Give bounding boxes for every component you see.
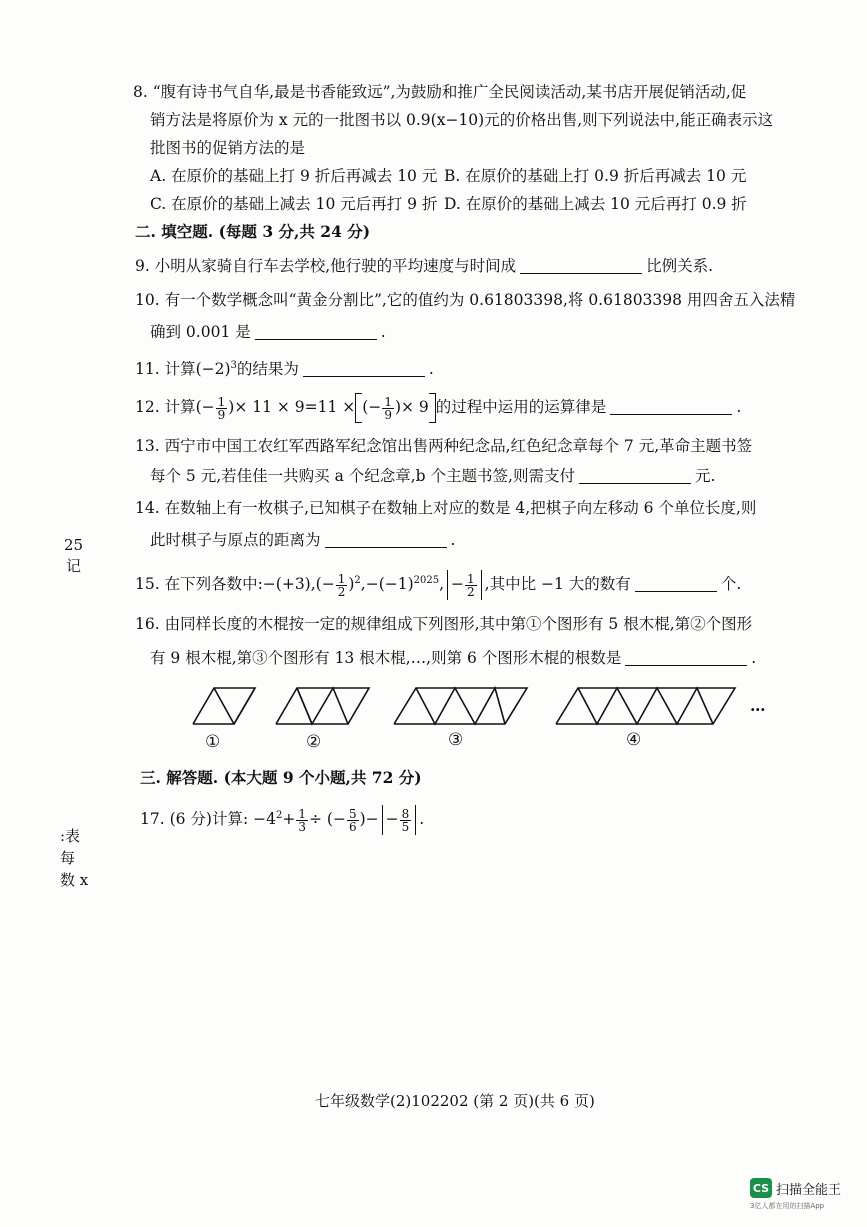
q17-abs-left <box>382 805 383 835</box>
figure-ellipsis: … <box>750 696 766 715</box>
logo-text: 扫描全能王 <box>776 1182 842 1198</box>
q17-fraction-3: $\frac{8}{5}$ <box>401 806 410 834</box>
q15-fraction-2: $\frac{1}{2}$ <box>467 571 475 599</box>
section-2-heading: 二. 填空题. (每题 3 分,共 24 分) <box>135 222 371 241</box>
q17-text: 17. (6 分)计算: −4 <box>140 810 276 829</box>
side-fragment-1: 25 <box>64 536 84 554</box>
q17-minus: − <box>385 810 399 829</box>
q10-text-end: . <box>380 323 386 341</box>
stick-figure-3 <box>394 688 527 724</box>
figure-label-3: ③ <box>448 730 464 750</box>
side-fragment-3: :表 <box>60 827 81 845</box>
scanner-logo <box>750 1178 841 1198</box>
q8-line2: 销方法是将原价为 x 元的一批图书以 0.9(x−10)元的价格出售,则下列说法中,能正确表示这 <box>150 111 774 129</box>
section-3-heading: 三. 解答题. (本大题 9 个小题,共 72 分) <box>140 768 422 787</box>
logo-subtitle: 3亿人都在用的扫描App <box>750 1202 825 1210</box>
q12-text-mid3: )× 9 <box>394 398 429 416</box>
q16-line1: 16. 由同样长度的木棍按一定的规律组成下列图形,其中第①个图形有 5 根木棍,第②个图形 <box>135 615 753 633</box>
q15-text-mid: ,−(−1) <box>360 575 414 594</box>
figure-label-1: ① <box>205 732 221 752</box>
q8-option-b: B. 在原价的基础上打 0.9 折后再减去 10 元 <box>444 167 747 185</box>
q17-div: ÷ (− <box>308 810 346 829</box>
q15-exponent-2: 2025 <box>413 575 440 586</box>
q11-exponent: 3 <box>230 360 237 371</box>
q15-minus: − <box>451 575 465 594</box>
q12-fraction-2: $\frac{1}{9}$ <box>384 394 392 422</box>
q8-option-a: A. 在原价的基础上打 9 折后再减去 10 元 <box>150 167 438 185</box>
q12-text-mid1: )× 11 × 9=11 × <box>228 398 356 416</box>
side-fragment-4: 每 <box>60 849 76 867</box>
q15-fraction: $\frac{1}{2}$ <box>337 571 346 599</box>
side-fragment-5: 数 x <box>60 871 89 889</box>
q15-comma: , <box>439 575 445 594</box>
q15-exponent: 2 <box>354 575 361 586</box>
q13-text: 每个 5 元,若佳佳一共购买 a 个纪念章,b 个主题书签,则需支付 <box>150 467 575 485</box>
q14-text: 此时棋子与原点的距离为 <box>150 531 321 549</box>
side-fragment-2: 记 <box>66 557 82 575</box>
camscanner-icon: CS <box>750 1178 772 1198</box>
stick-figure-1 <box>193 688 255 724</box>
page-footer: 七年级数学(2)102202 (第 2 页)(共 6 页) <box>315 1092 595 1110</box>
q8-line1: 8. “腹有诗书气自华,最是书香能致远”,为鼓励和推广全民阅读活动,某书店开展促销活动,促 <box>133 83 747 101</box>
q17-abs-right <box>415 805 416 835</box>
q15-text-end: 个. <box>720 575 742 594</box>
q8-option-c: C. 在原价的基础上减去 10 元后再打 9 折 <box>150 195 438 213</box>
q11-text-mid: 的结果为 <box>236 360 299 379</box>
q8-line3: 批图书的促销方法的是 <box>150 139 306 157</box>
q16-text-end: . <box>751 649 757 667</box>
q15-text-mid2: ,其中比 −1 大的数有 <box>484 575 631 594</box>
q17 <box>140 800 424 832</box>
q9-text-end: 比例关系. <box>646 257 714 275</box>
figure-label-4: ④ <box>626 730 642 750</box>
q14-line1: 14. 在数轴上有一枚棋子,已知棋子在数轴上对应的数是 4,把棋子向左移动 6 个单位长度,则 <box>135 499 757 517</box>
q12-fraction: $\frac{1}{9}$ <box>217 394 226 422</box>
q15-paren: ) <box>348 575 355 594</box>
stick-figure-2 <box>276 688 369 724</box>
q17-fraction-1: $\frac{1}{3}$ <box>298 806 306 834</box>
q17-text-mid: )− <box>359 810 379 829</box>
q17-exponent: 2 <box>275 810 283 821</box>
q11-text-end: . <box>428 360 434 379</box>
q12-text: 12. 计算(− <box>135 398 215 416</box>
q13-line1: 13. 西宁市中国工农红军西路军纪念馆出售两种纪念品,红色纪念章每个 7 元,革命主题书签 <box>135 437 753 455</box>
q16-text: 有 9 根木棍,第③个图形有 13 根木棍,…,则第 6 个图形木棍的根数是 <box>150 649 622 667</box>
q13-text-end: 元. <box>694 467 716 485</box>
q10-text: 确到 0.001 是 <box>150 323 251 341</box>
q10-line1: 10. 有一个数学概念叫“黄金分割比”,它的值约为 0.61803398,将 0.61803398 用四舍五入法精 <box>135 291 796 309</box>
q12-text-mid2: (− <box>362 398 382 416</box>
q17-text-end: . <box>419 810 425 829</box>
q17-fraction-2: $\frac{5}{6}$ <box>348 806 357 834</box>
q8-option-d: D. 在原价的基础上减去 10 元后再打 0.9 折 <box>444 195 747 213</box>
q14-text-end: . <box>450 531 456 549</box>
q12-text-end: . <box>736 398 742 416</box>
q9-text: 9. 小明从家骑自行车去学校,他行驶的平均速度与时间成 <box>135 257 517 275</box>
q15-text: 15. 在下列各数中:−(+3),(− <box>135 575 335 594</box>
figure-label-2: ② <box>306 732 322 752</box>
stick-figure-4 <box>556 688 735 724</box>
q11-text: 11. 计算(−2) <box>135 360 231 379</box>
q12-text-mid4: 的过程中运用的运算律是 <box>435 398 607 416</box>
q17-plus: + <box>282 810 296 829</box>
